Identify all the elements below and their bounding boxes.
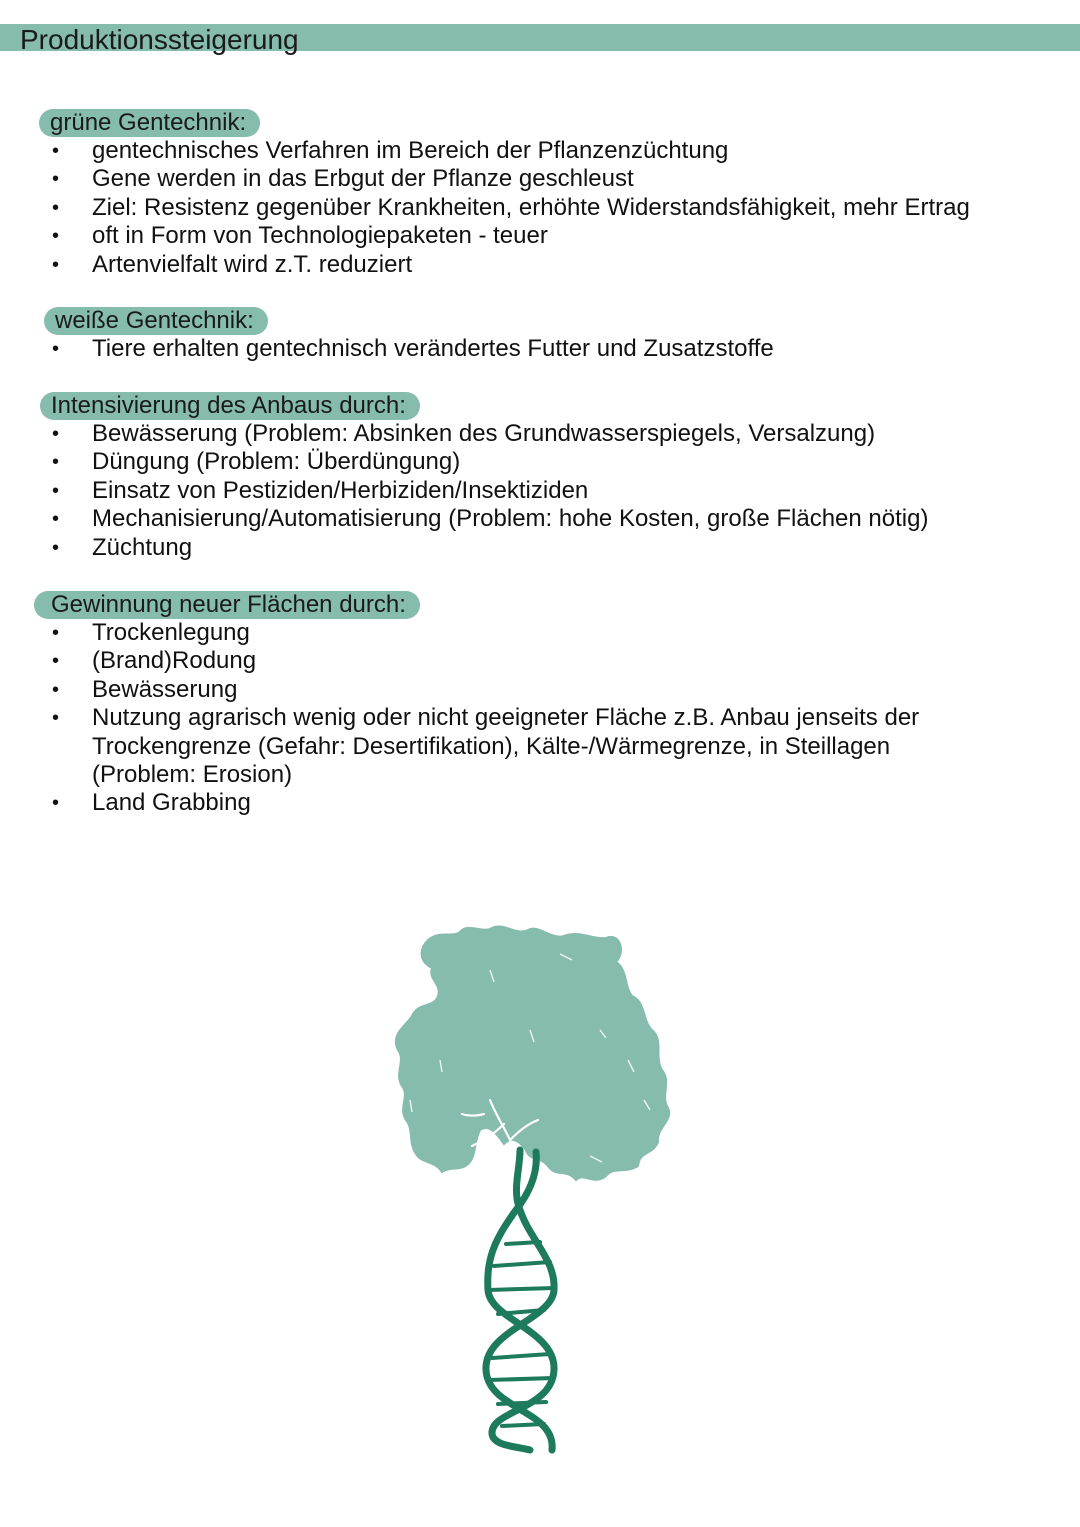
bullet-icon: • — [52, 338, 60, 360]
section-heading: Gewinnung neuer Flächen durch: — [34, 591, 420, 619]
section-neue-flaechen — [0, 591, 1080, 818]
list-item: • Mechanisierung/Automatisierung (Problem: hohe Kosten, große Flächen nötig) — [52, 505, 929, 533]
bullet-icon: • — [52, 140, 60, 162]
list-item: • gentechnisches Verfahren im Bereich der Pflanzenzüchtung — [52, 137, 729, 164]
bullet-icon: • — [52, 168, 60, 191]
list-item: • Ziel: Resistenz gegenüber Krankheiten, erhöhte Widerstandsfähigkeit, mehr Ertrag — [52, 193, 970, 221]
section-weisse-gentechnik — [0, 307, 1080, 363]
section-gruene-gentechnik — [0, 109, 1080, 279]
bullet-icon: • — [52, 451, 60, 474]
bullet-icon: • — [52, 423, 60, 445]
list-item: • Land Grabbing — [52, 789, 251, 817]
page-title: Produktionssteigerung — [20, 24, 299, 55]
bullet-icon: • — [52, 253, 60, 276]
list-item: • Tiere erhalten gentechnisch verändertes Futter und Zusatzstoffe — [52, 335, 774, 362]
bullet-icon: • — [52, 536, 60, 559]
bullet-list — [0, 420, 1080, 562]
tree-crown — [396, 926, 669, 1180]
section-heading: Intensivierung des Anbaus durch: — [40, 392, 420, 420]
list-item: • oft in Form von Technologiepaketen - teuer — [52, 222, 548, 250]
list-item: • Gene werden in das Erbgut der Pflanze geschleust — [52, 165, 634, 193]
bullet-icon: • — [52, 225, 60, 248]
section-heading: weiße Gentechnik: — [44, 307, 268, 335]
bullet-list — [0, 619, 1080, 818]
list-item: • (Brand)Rodung — [52, 647, 257, 675]
list-item: • Bewässerung — [52, 675, 238, 703]
bullet-icon: • — [52, 196, 60, 219]
bullet-icon: • — [52, 508, 60, 531]
bullet-icon: • — [52, 479, 60, 502]
bullet-icon: • — [52, 792, 60, 815]
bullet-icon: • — [52, 678, 60, 701]
list-item: • Artenvielfalt wird z.T. reduziert — [52, 250, 413, 278]
section-intensivierung — [0, 392, 1080, 562]
list-item: • Züchtung — [52, 533, 193, 561]
section-heading: grüne Gentechnik: — [39, 109, 260, 137]
list-item: • Trockenlegung — [52, 619, 250, 646]
dna-tree-icon — [380, 910, 690, 1470]
list-item: • Einsatz von Pestiziden/Herbiziden/Insektiziden — [52, 476, 589, 504]
list-item: • Düngung (Problem: Überdüngung) — [52, 448, 461, 476]
bullet-list — [0, 137, 1080, 279]
list-item: • Bewässerung (Problem: Absinken des Grundwasserspiegels, Versalzung) — [52, 420, 876, 447]
bullet-icon: • — [52, 650, 60, 673]
bullet-icon: • — [52, 622, 60, 644]
bullet-list — [0, 335, 1080, 363]
list-item: • Nutzung agrarisch wenig oder nicht geeigneter Fläche z.B. Anbau jenseits der Trockengrenze (Gefahr: Desertifikation), Kälte-/Wärmegrenze, in Steillagen (Problem: Erosion) — [52, 704, 920, 789]
bullet-icon: • — [52, 707, 60, 730]
